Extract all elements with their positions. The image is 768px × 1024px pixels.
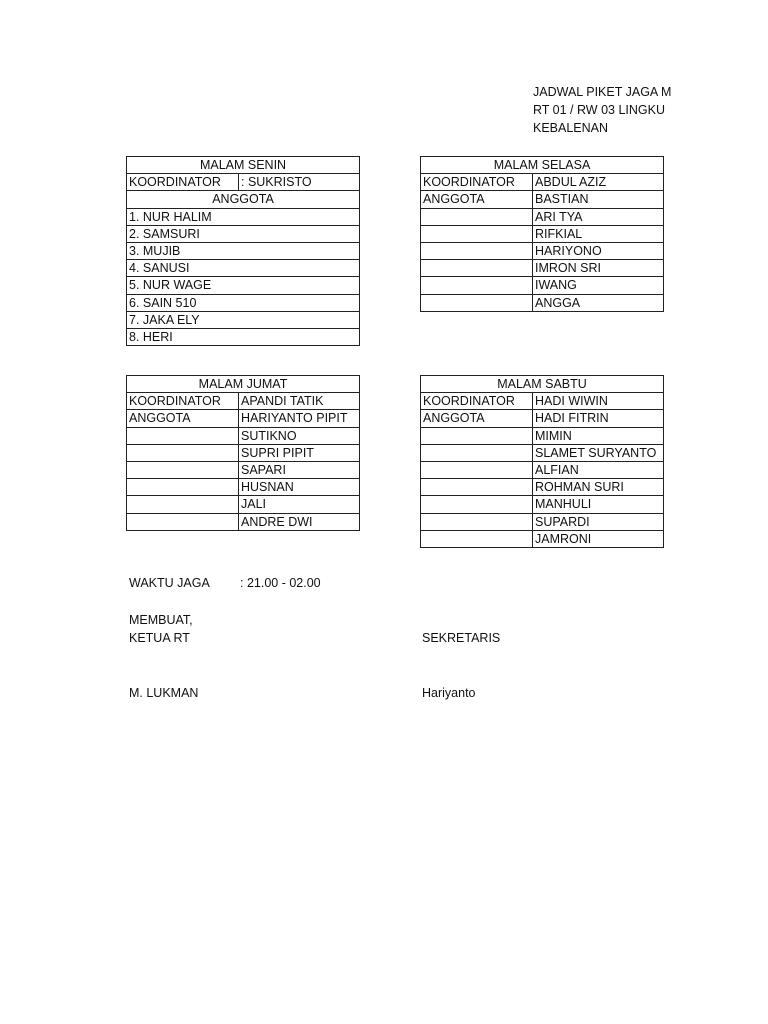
schedule-table-sabtu <box>420 375 664 548</box>
member-name: SUPARDI <box>533 513 664 530</box>
member-name: BASTIAN <box>533 191 664 208</box>
member-row: 3. MUJIB <box>127 242 360 259</box>
member-name: RIFKIAL <box>533 225 664 242</box>
empty-cell <box>421 427 533 444</box>
member-name: ANGGA <box>533 294 664 311</box>
anggota-label: ANGGOTA <box>421 410 533 427</box>
member-name: SLAMET SURYANTO <box>533 444 664 461</box>
member-name: JALI <box>239 496 360 513</box>
koordinator-name: : SUKRISTO <box>239 174 360 191</box>
anggota-label: ANGGOTA <box>421 191 533 208</box>
member-row: 4. SANUSI <box>127 260 360 277</box>
member-name: MANHULI <box>533 496 664 513</box>
document-title: JADWAL PIKET JAGA M <box>533 85 672 99</box>
member-row: 5. NUR WAGE <box>127 277 360 294</box>
koordinator-name: ABDUL AZIZ <box>533 174 664 191</box>
empty-cell <box>127 513 239 530</box>
empty-cell <box>421 513 533 530</box>
empty-cell <box>127 496 239 513</box>
empty-cell <box>421 208 533 225</box>
empty-cell <box>421 242 533 259</box>
waktu-jaga-value: : 21.00 - 02.00 <box>240 576 321 590</box>
empty-cell <box>421 294 533 311</box>
empty-cell <box>421 260 533 277</box>
koordinator-label: KOORDINATOR <box>421 174 533 191</box>
table-title: MALAM SENIN <box>127 157 360 174</box>
member-name: MIMIN <box>533 427 664 444</box>
member-name: ROHMAN SURI <box>533 479 664 496</box>
document-subtitle: RT 01 / RW 03 LINGKU <box>533 103 665 117</box>
member-row: 2. SAMSURI <box>127 225 360 242</box>
member-name: HUSNAN <box>239 479 360 496</box>
member-name: ARI TYA <box>533 208 664 225</box>
empty-cell <box>127 427 239 444</box>
member-name: ANDRE DWI <box>239 513 360 530</box>
document-location: KEBALENAN <box>533 121 609 135</box>
table-title: MALAM SABTU <box>421 376 664 393</box>
empty-cell <box>127 479 239 496</box>
member-name: HARIYONO <box>533 242 664 259</box>
membuat-label: MEMBUAT, <box>129 613 193 627</box>
empty-cell <box>127 461 239 478</box>
member-row: 6. SAIN 510 <box>127 294 360 311</box>
koordinator-label: KOORDINATOR <box>127 393 239 410</box>
member-name: JAMRONI <box>533 530 664 547</box>
sekretaris-label: SEKRETARIS <box>422 631 501 645</box>
empty-cell <box>421 479 533 496</box>
member-name: HARIYANTO PIPIT <box>239 410 360 427</box>
empty-cell <box>421 496 533 513</box>
member-name: ALFIAN <box>533 461 664 478</box>
empty-cell <box>421 530 533 547</box>
member-name: SAPARI <box>239 461 360 478</box>
sekretaris-name: Hariyanto <box>422 686 476 700</box>
table-title: MALAM JUMAT <box>127 376 360 393</box>
empty-cell <box>421 461 533 478</box>
koordinator-label: KOORDINATOR <box>421 393 533 410</box>
waktu-jaga-label: WAKTU JAGA <box>129 576 210 590</box>
empty-cell <box>421 277 533 294</box>
empty-cell <box>127 444 239 461</box>
member-row: 1. NUR HALIM <box>127 208 360 225</box>
koordinator-label: KOORDINATOR <box>127 174 239 191</box>
member-name: HADI FITRIN <box>533 410 664 427</box>
member-name: SUPRI PIPIT <box>239 444 360 461</box>
empty-cell <box>421 444 533 461</box>
schedule-table-selasa <box>420 156 664 312</box>
member-name: IMRON SRI <box>533 260 664 277</box>
member-name: IWANG <box>533 277 664 294</box>
empty-cell <box>421 225 533 242</box>
member-name: SUTIKNO <box>239 427 360 444</box>
table-title: MALAM SELASA <box>421 157 664 174</box>
schedule-table-senin <box>126 156 360 346</box>
anggota-label: ANGGOTA <box>127 410 239 427</box>
koordinator-name: APANDI TATIK <box>239 393 360 410</box>
koordinator-name: HADI WIWIN <box>533 393 664 410</box>
ketua-rt-label: KETUA RT <box>129 631 190 645</box>
anggota-label: ANGGOTA <box>127 191 360 208</box>
member-row: 7. JAKA ELY <box>127 311 360 328</box>
schedule-table-jumat <box>126 375 360 531</box>
member-row: 8. HERI <box>127 328 360 345</box>
ketua-rt-name: M. LUKMAN <box>129 686 199 700</box>
